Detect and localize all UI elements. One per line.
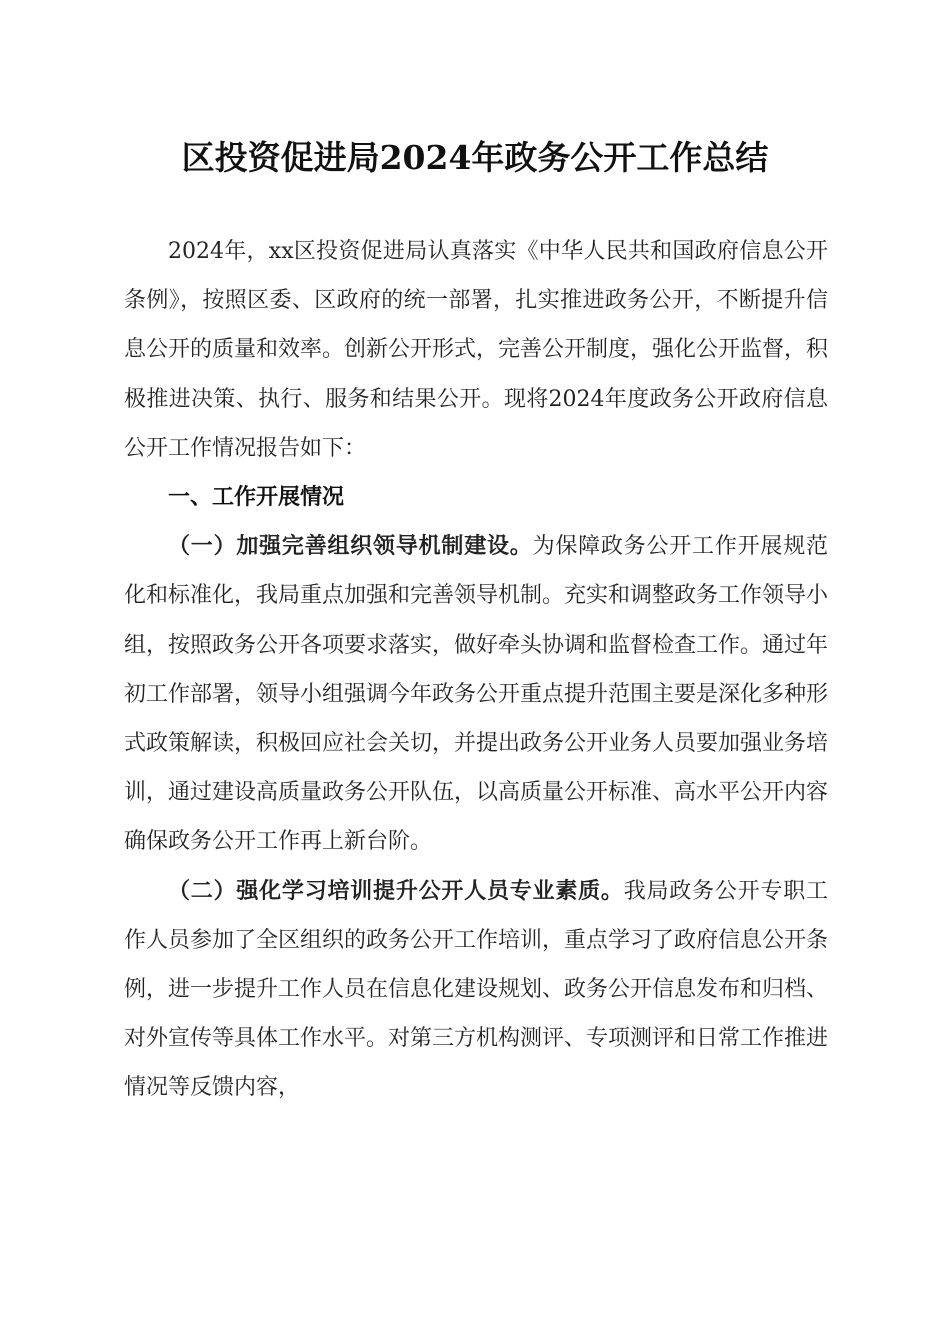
item-2-heading: （二）强化学习培训提升公开人员专业素质。 [168, 877, 624, 904]
item-1-text: 为保障政务公开工作开展规范化和标准化，我局重点加强和完善领导机制。充实和调整政务工作领导小组，按照政务公开各项要求落实，做好牵头协调和监督检查工作。通过年初工作部署，领导小组强调今年政务公开重点提升范围主要是深化多种形式政策解读，积极回应社会关切，并提出政务公开业务人员要加强业务培训，通过建设高质量政务公开队伍，以高质量公开标准、高水平公开内容确保政务公开工作再上新台阶。 [124, 534, 829, 855]
section-heading: 一、工作开展情况 [168, 485, 345, 511]
intro-paragraph: 2024年，xx区投资促进局认真落实《中华人民共和国政府信息公开条例》，按照区委、区政府的统一部署，扎实推进政务公开，不断提升信息公开的质量和效率。创新公开形式，完善公开制度，强化公开监督，积极推进决策、执行、服务和结果公开。现将2024年度政务公开政府信息公开工作情况报告如下： [124, 239, 829, 461]
document-body [124, 227, 828, 1113]
paragraph-item-2 [124, 867, 828, 1113]
item-1-heading: （一）加强完善组织领导机制建设。 [168, 533, 533, 560]
document-title: 区投资促进局2024年政务公开工作总结 [181, 138, 769, 177]
paragraph-item-1 [124, 522, 828, 866]
item-2-text: 我局政务公开专职工作人员参加了全区组织的政务公开工作培训，重点学习了政府信息公开条例，进一步提升工作人员在信息化建设规划、政务公开信息发布和归档、对外宣传等具体工作水平。对第三方机构测评、专项测评和日常工作推进情况等反馈内容， [124, 878, 829, 1101]
